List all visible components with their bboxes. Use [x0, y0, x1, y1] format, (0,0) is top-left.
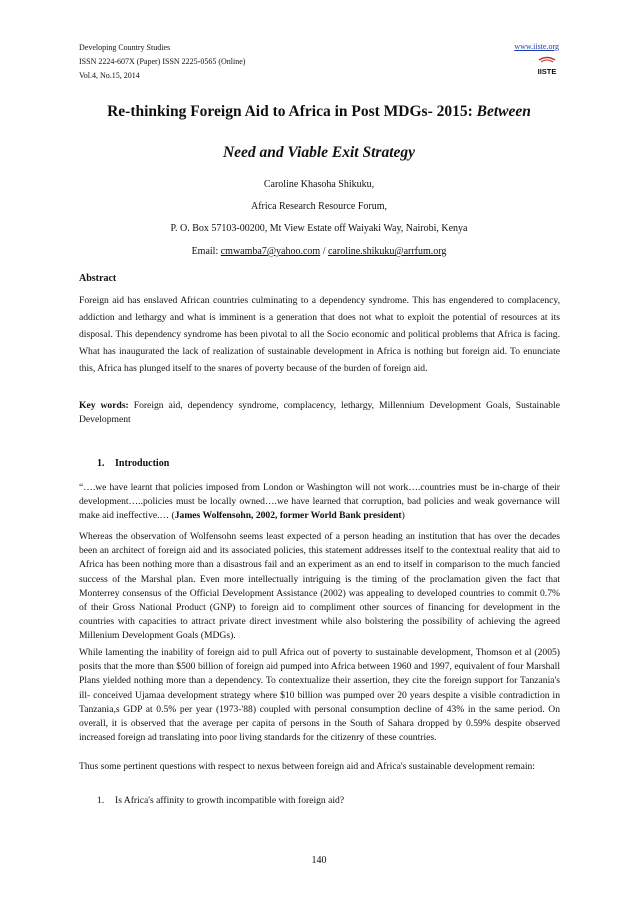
author-address: P. O. Box 57103-00200, Mt View Estate off Waiyaki Way, Nairobi, Kenya — [170, 223, 468, 234]
question-item: 1. Is Africa's affinity to growth incompatible with foreign aid? — [97, 795, 345, 806]
journal-name: Developing Country Studies — [79, 43, 171, 52]
email-link-1[interactable]: cmwamba7@yahoo.com — [220, 246, 321, 257]
journal-issn: ISSN 2224-607X (Paper) ISSN 2225-0565 (Online) — [79, 57, 246, 66]
intro-paragraph-3: Thus some pertinent questions with respect to nexus between foreign aid and Africa's sustainable development remain: — [79, 761, 535, 772]
opening-quote: “….we have learnt that policies imposed from London or Washington will not work….countries must be in-charge of their development…..policies must be locally owned….we have learned that corruption, bad policies and weak governance will make aid ineffective.… (James Wolfensohn, 2002, former World Bank president) — [79, 482, 560, 522]
intro-paragraph-1: Whereas the observation of Wolfensohn seems least expected of a person heading an institution that has over the decades been an architect of foreign aid and its associated policies, this statement addresses itself to the contextual reality that aid to Africa has been nothing more than a disastrous fail and an experiment as an end to itself in comparison to the much fancied success of the Marshal plan. Even more intellectually intriguing is the timing of the proclamation given the fact that Monterrey consensus of the Official Development Assistance (2002) was appealing to developed countries to commit 0.7% of their Gross National Product (GNP) to foreign aid to compliment other sources of financing for development in the countries with capacities to attract private direct investment while also bolstering the possibility of achieving the agreed Millenium Development Goals (MDGs). — [79, 531, 560, 642]
email-link-2[interactable]: caroline.shikuku@arrfum.org — [327, 246, 447, 257]
author-org: Africa Research Resource Forum, — [250, 201, 388, 212]
author-name: Caroline Khasoha Shikuku, — [263, 179, 375, 190]
iiste-logo — [535, 56, 559, 78]
author-email-line: Email: cmwamba7@yahoo.com / caroline.shikuku@arrfum.org — [191, 246, 447, 257]
journal-volume: Vol.4, No.15, 2014 — [79, 71, 140, 80]
paper-title-line-2: Need and Viable Exit Strategy — [222, 144, 416, 161]
intro-paragraph-2: While lamenting the inability of foreign aid to pull Africa out of poverty to sustainable development, Thomson et al (2005) posits that the more than $500 billion of foreign aid pumped into Africa between 1960 and 1997, equivalent of four Marshall Plans yielded nothing more than a dependency. To contextualize their assertion, they cite the foreign support for Tanzania's ill- conceived Ujamaa development strategy where $10 billion was pumped over 20 years despite a visible contradiction in Tanzania,s GDP at 0.5% per year (1973-'88) coupled with personal consumption decline of 43% in the same period. On overall, it is observed that the average per capita of persons in the South of Sahara dropped by 0.59% despite observed increased foreign ad translating into poor living standards for the citizenry of these countries. — [79, 647, 560, 744]
paper-title-line-1: Re-thinking Foreign Aid to Africa in Post MDGs- 2015: Between — [107, 103, 531, 120]
page-number: 140 — [311, 855, 327, 866]
keywords: Key words: Foreign aid, dependency syndrome, complacency, lethargy, Millennium Development Goals, Sustainable Development — [79, 400, 560, 426]
section-heading-introduction: 1. Introduction — [97, 458, 170, 469]
abstract-heading: Abstract — [79, 273, 117, 284]
journal-url-link[interactable]: www.iiste.org — [514, 42, 559, 51]
svg-text:IISTE: IISTE — [537, 67, 557, 76]
abstract-text: Foreign aid has enslaved African countries culminating to a dependency syndrome. This has engendered to complacency, addiction and lethargy and what is imminent is a generation that does not what to exploit the potential of resources at its disposal. This dependency syndrome has been pivotal to all the Socio economic and political problems that Africa is facing. What has inaugurated the lack of realization of sustainable development in Africa is nothing but foreign aid. To enunciate this, Africa has plunged itself to the snares of poverty because of the burden of foreign aid. — [79, 295, 560, 374]
